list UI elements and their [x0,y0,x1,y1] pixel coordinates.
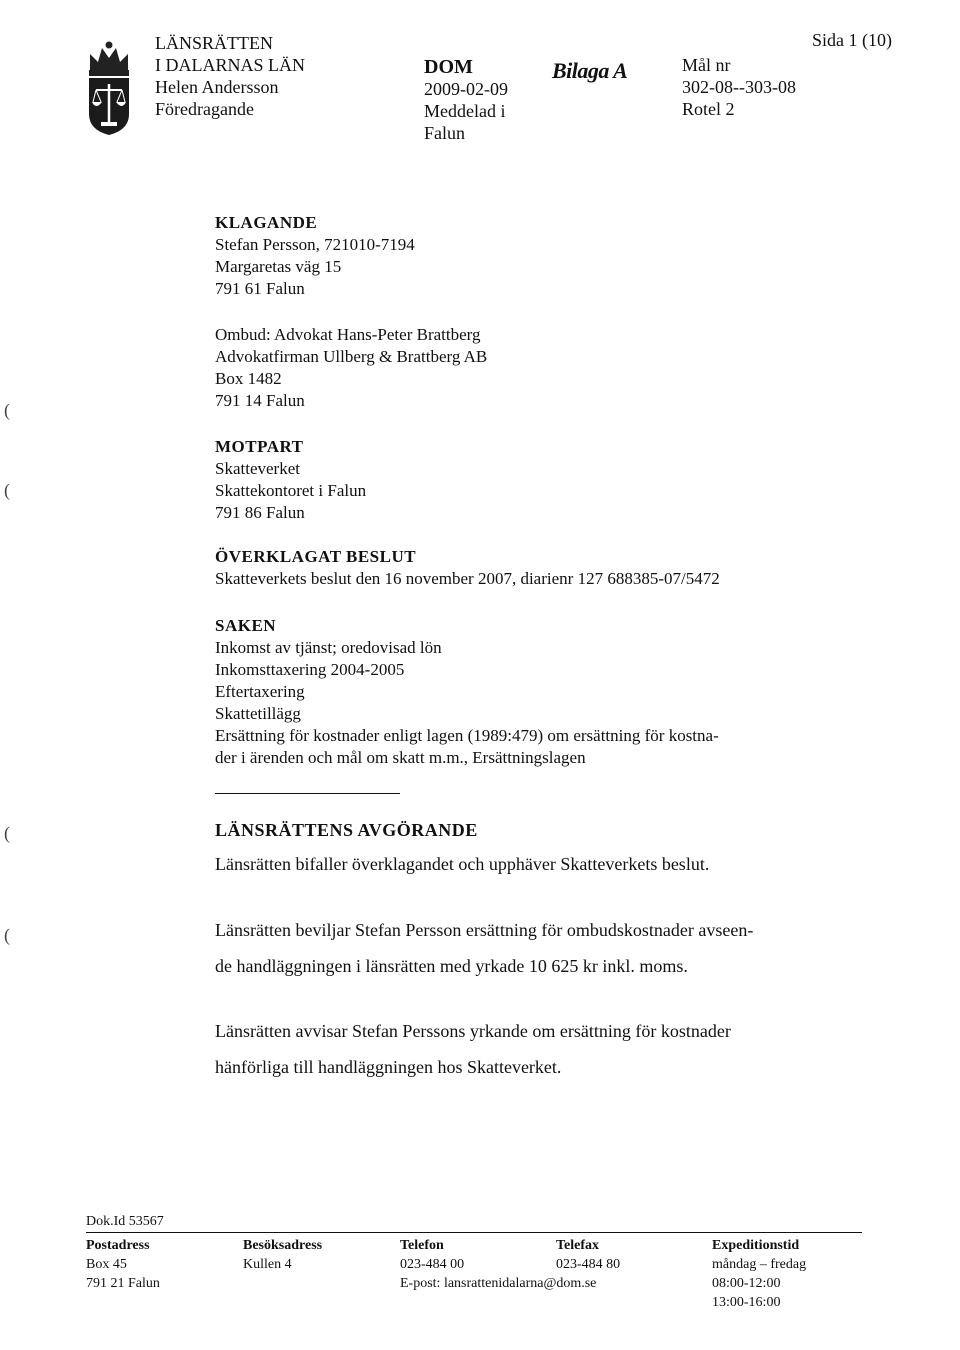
saken-line: Inkomsttaxering 2004-2005 [215,660,405,679]
court-name-line2: I DALARNAS LÄN [155,55,305,75]
saken-line: Eftertaxering [215,682,305,701]
footer-hours [712,1236,806,1312]
margin-bracket: ( [4,400,10,420]
klagande-line: Stefan Persson, 721010-7194 [215,235,415,254]
page-indicator: Sida 1 (10) [812,30,892,50]
officer-role: Föredragande [155,99,254,119]
footer-value: 08:00-12:00 [712,1276,781,1291]
saken-section [215,615,719,769]
footer-postal [86,1236,160,1293]
document-id: Dok.Id 53567 [86,1214,164,1229]
ombud-line: Ombud: Advokat Hans-Peter Brattberg [215,325,481,344]
klagande-line: Margaretas väg 15 [215,257,342,276]
court-header [155,32,305,120]
footer-value: 791 21 Falun [86,1276,160,1291]
footer-value: måndag – fredag [712,1257,807,1272]
footer-heading: Besöksadress [243,1238,323,1253]
margin-bracket: ( [4,480,10,500]
ombud-line: Advokatfirman Ullberg & Brattberg AB [215,347,488,366]
footer-heading: Expeditionstid [712,1238,800,1253]
klagande-line: 791 61 Falun [215,279,305,298]
motpart-line: Skattekontoret i Falun [215,481,367,500]
paragraph-line: Länsrätten bifaller överklagandet och upphäver Skatteverkets beslut. [215,854,710,874]
saken-line: Ersättning för kostnader enligt lagen (1989:479) om ersättning för kostna- [215,726,719,745]
avgorande-paragraph-1 [215,846,709,882]
saken-line: der i ärenden och mål om skatt m.m., Ersättningslagen [215,748,586,767]
ombud-line: Box 1482 [215,369,282,388]
motpart-section [215,436,366,524]
document-type: DOM [424,56,473,78]
paragraph-line: hänförliga till handläggningen hos Skatteverket. [215,1057,562,1077]
saken-line: Skattetillägg [215,704,301,723]
overklagat-section [215,546,720,590]
overklagat-line: Skatteverkets beslut den 16 november 2007, diarienr 127 688385-07/5472 [215,569,720,588]
section-heading: MOTPART [215,437,304,456]
footer-value: 023-484 80 [556,1257,621,1272]
officer-name: Helen Andersson [155,77,279,97]
case-info [682,54,796,120]
judgment-date: 2009-02-09 [424,79,508,99]
footer-value: 023-484 00 [400,1257,465,1272]
section-heading: KLAGANDE [215,213,318,232]
motpart-line: 791 86 Falun [215,503,305,522]
footer-fax [556,1236,620,1274]
section-heading: SAKEN [215,616,277,635]
footer-visit [243,1236,322,1274]
footer-phone [400,1236,464,1274]
ombud-line: 791 14 Falun [215,391,305,410]
footer-heading: Postadress [86,1238,150,1253]
division: Rotel 2 [682,99,735,119]
paragraph-line: Länsrätten avvisar Stefan Perssons yrkande om ersättning för kostnader [215,1021,731,1041]
avgorande-paragraph-2 [215,912,753,984]
section-heading: ÖVERKLAGAT BESLUT [215,547,417,566]
motpart-line: Skatteverket [215,459,300,478]
case-label: Mål nr [682,55,731,75]
paragraph-line: de handläggningen i länsrätten med yrkade 10 625 kr inkl. moms. [215,956,688,976]
saken-line: Inkomst av tjänst; oredovisad lön [215,638,442,657]
margin-bracket: ( [4,823,10,843]
delivered-label: Meddelad i [424,101,506,121]
paragraph-line: Länsrätten beviljar Stefan Persson ersättning för ombudskostnader avseen- [215,920,754,940]
section-divider [215,793,400,794]
court-name-line1: LÄNSRÄTTEN [155,33,273,53]
klagande-section [215,212,415,300]
footer-value: Box 45 [86,1257,127,1272]
court-crest-logo [84,40,134,136]
footer-value: Kullen 4 [243,1257,292,1272]
case-number: 302-08--303-08 [682,77,796,97]
footer-divider [86,1232,862,1233]
avgorande-heading: LÄNSRÄTTENS AVGÖRANDE [215,820,478,840]
avgorande-paragraph-3 [215,1013,731,1085]
crown-scales-emblem-icon [84,40,134,136]
footer-heading: Telefax [556,1238,600,1253]
footer-email: E-post: lansrattenidalarna@dom.se [400,1276,597,1291]
delivered-place: Falun [424,123,466,143]
footer-value: 13:00-16:00 [712,1295,781,1310]
ombud-section [215,324,487,412]
judgment-meta [424,56,508,144]
margin-bracket: ( [4,925,10,945]
footer-heading: Telefon [400,1238,444,1253]
appendix-stamp: Bilaga A [552,58,628,83]
